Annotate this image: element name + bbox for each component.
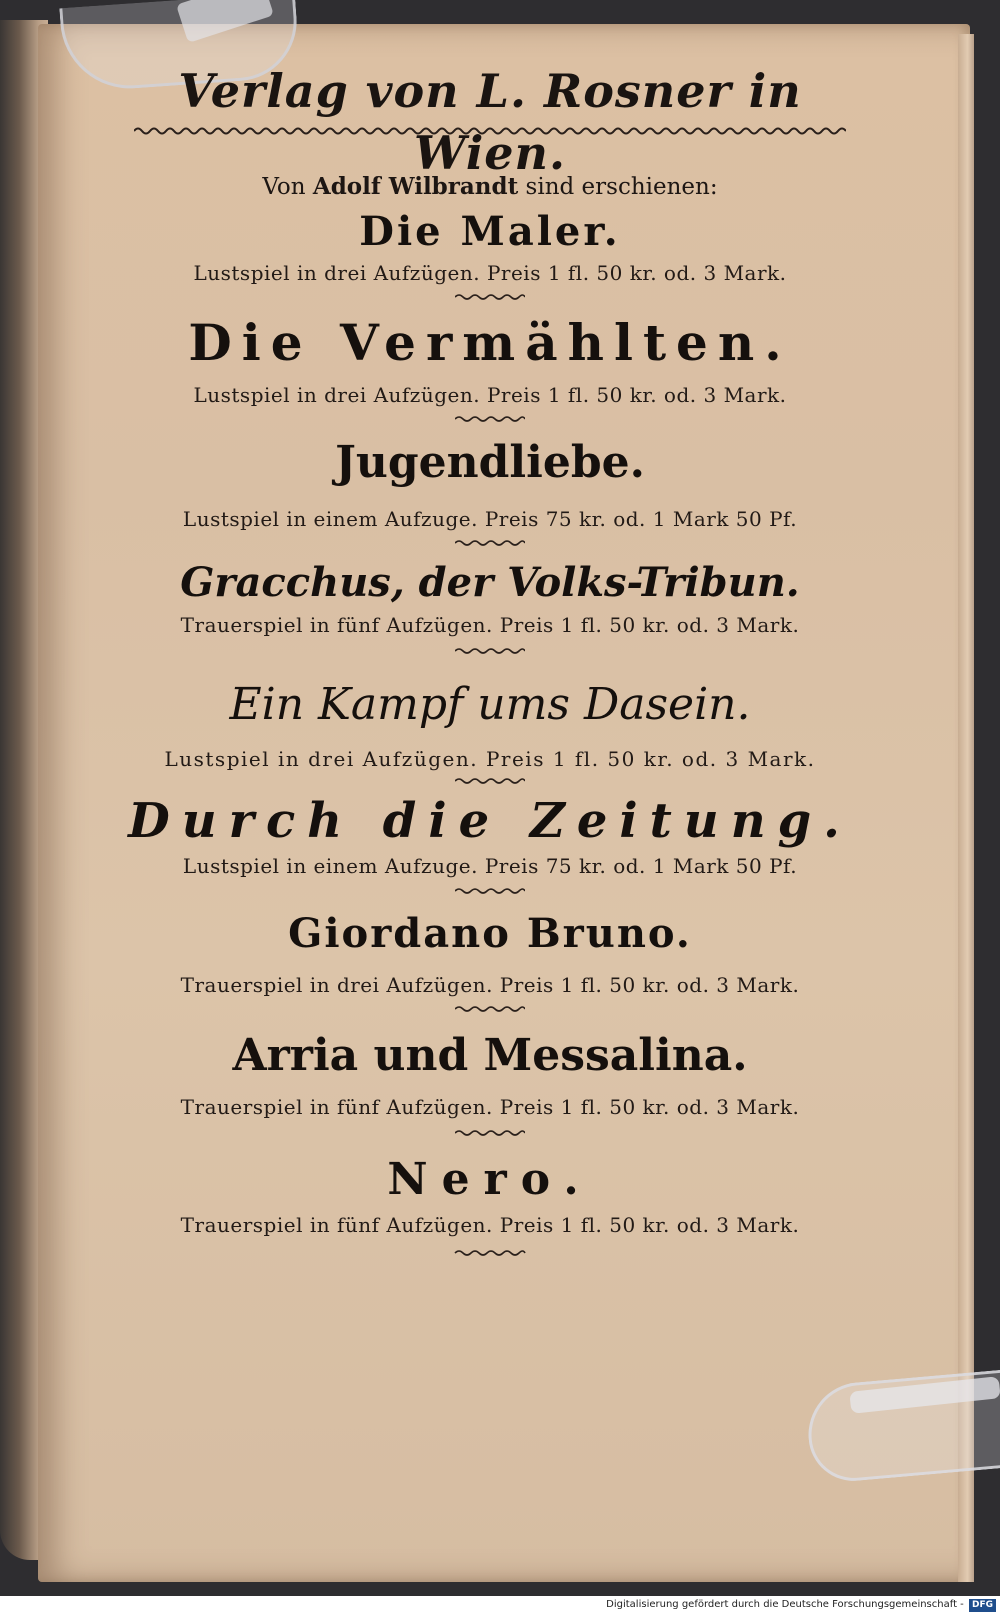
- ornament-divider: [455, 538, 525, 548]
- work-title: Die Maler.: [359, 208, 621, 255]
- work-title: Die Vermählten.: [188, 313, 792, 372]
- work-description: Trauerspiel in fünf Aufzügen. Preis 1 fl. 50 kr. od. 3 Mark.: [180, 1213, 800, 1237]
- ornament-divider: [455, 292, 525, 302]
- dfg-logo: DFG: [969, 1599, 996, 1612]
- work-description: Lustspiel in einem Aufzuge. Preis 75 kr. od. 1 Mark 50 Pf.: [182, 507, 798, 531]
- work-entry: [120, 1026, 860, 1122]
- work-entry: [120, 1150, 860, 1240]
- author-name: Adolf Wilbrandt: [312, 173, 519, 200]
- ornament-divider: [455, 1004, 525, 1014]
- work-title: Jugendliebe.: [335, 437, 645, 488]
- advertisement-content: [120, 60, 860, 1258]
- ornament-divider: [440, 1248, 540, 1258]
- work-description: Lustspiel in einem Aufzuge. Preis 75 kr. od. 1 Mark 50 Pf.: [182, 854, 798, 878]
- ornament-divider: [455, 776, 525, 786]
- work-entry: [120, 434, 860, 534]
- ornament-divider: [455, 414, 525, 424]
- work-entry: [120, 906, 860, 1000]
- work-title: Durch die Zeitung.: [128, 793, 852, 849]
- work-title: Nero.: [387, 1154, 593, 1205]
- work-entry: [120, 672, 860, 774]
- work-description: Lustspiel in drei Aufzügen. Preis 1 fl. 50 kr. od. 3 Mark.: [164, 747, 816, 771]
- ornament-divider: [455, 1128, 525, 1138]
- work-description: Trauerspiel in fünf Aufzügen. Preis 1 fl. 50 kr. od. 3 Mark.: [180, 1095, 800, 1119]
- page-stack-edge: [958, 34, 974, 1582]
- work-description: Trauerspiel in fünf Aufzügen. Preis 1 fl. 50 kr. od. 3 Mark.: [180, 613, 800, 637]
- work-title: Gracchus, der Volks-Tribun.: [180, 559, 800, 606]
- ornament-divider: [455, 646, 525, 656]
- publisher-heading: Verlag von L. Rosner in Wien.: [178, 64, 802, 180]
- ornament-divider: [455, 886, 525, 896]
- work-entry: [120, 310, 860, 410]
- work-entry: [120, 556, 860, 640]
- intro-line: [120, 172, 860, 202]
- intro-suffix: sind erschienen:: [525, 174, 718, 200]
- work-description: Lustspiel in drei Aufzügen. Preis 1 fl. 50 kr. od. 3 Mark.: [193, 261, 787, 285]
- work-description: Trauerspiel in drei Aufzügen. Preis 1 fl. 50 kr. od. 3 Mark.: [180, 973, 800, 997]
- work-description: Lustspiel in drei Aufzügen. Preis 1 fl. 50 kr. od. 3 Mark.: [193, 383, 787, 407]
- work-entry: [120, 206, 860, 288]
- footer-credit: Digitalisierung gefördert durch die Deutsche Forschungsgemeinschaft -: [606, 1599, 964, 1610]
- intro-prefix: Von: [262, 174, 306, 200]
- work-title: Ein Kampf ums Dasein.: [229, 679, 751, 730]
- work-entry: [120, 790, 860, 880]
- work-title: Giordano Bruno.: [288, 910, 692, 957]
- footer-bar: [0, 1596, 1000, 1613]
- work-title: Arria und Messalina.: [232, 1030, 748, 1081]
